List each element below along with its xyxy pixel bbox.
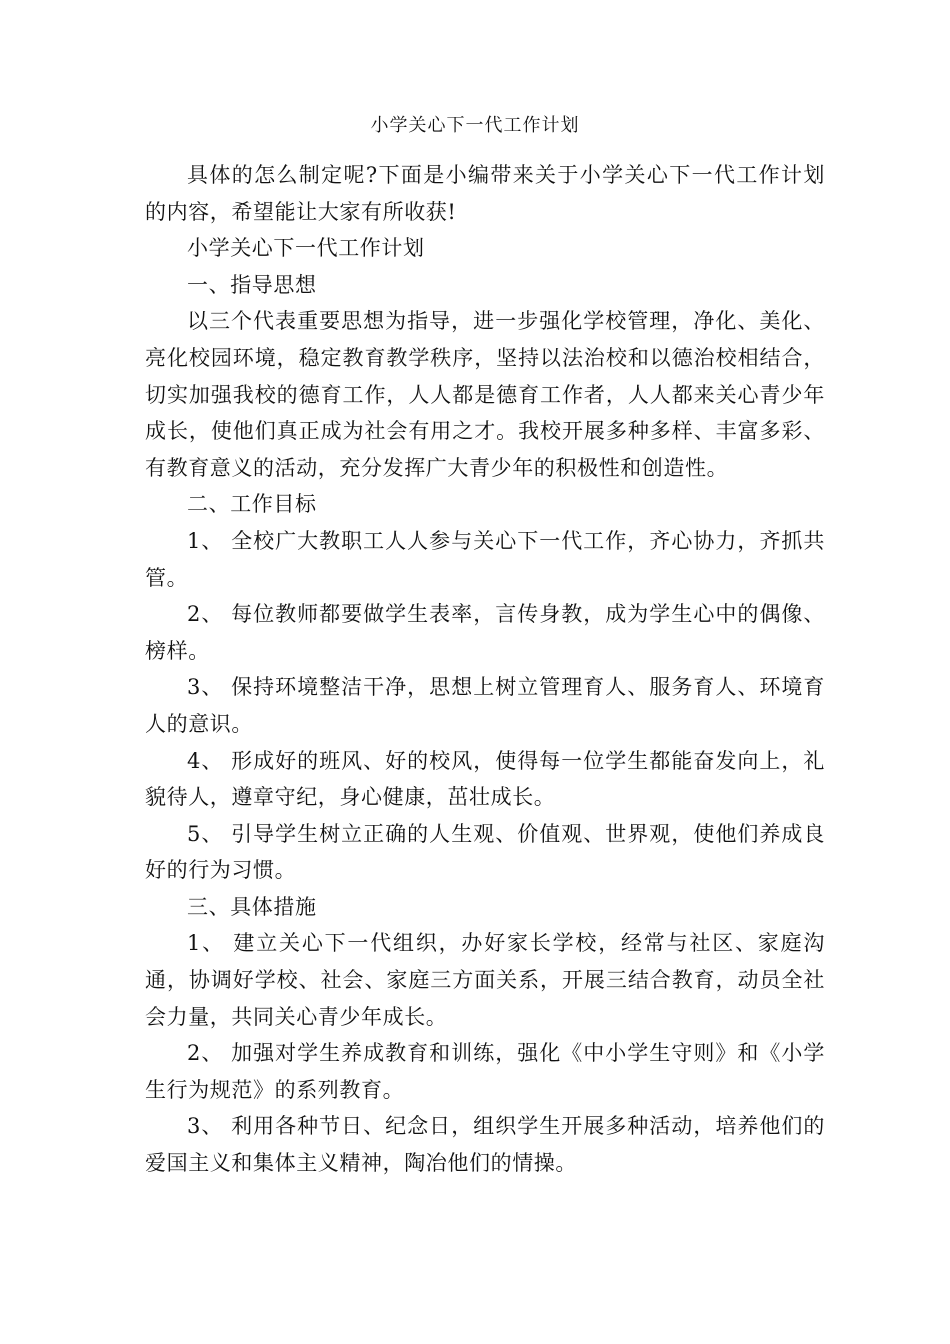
section-heading-work-goals: 二、工作目标 [187,492,317,517]
section-heading-guiding-ideology: 一、指导思想 [187,272,317,297]
work-goal-item: 1、 全校广大教职工人人参与关心下一代工作，齐心协力，齐抓共管。 [145,528,825,590]
work-goal-item: 3、 保持环境整洁干净，思想上树立管理育人、服务育人、环境育人的意识。 [145,675,825,736]
work-goal-item: 4、 形成好的班风、好的校风，使得每一位学生都能奋发向上，礼貌待人，遵章守纪，身心健康，茁壮成长。 [145,748,825,810]
measure-item: 2、 加强对学生养成教育和训练，强化《中小学生守则》和《小学生行为规范》的系列教育。 [145,1041,825,1102]
document-body [145,157,825,1182]
plan-heading: 小学关心下一代工作计划 [187,236,425,261]
document-title: 小学关心下一代工作计划 [370,115,580,136]
guiding-ideology-paragraph: 以三个代表重要思想为指导，进一步强化学校管理，净化、美化、亮化校园环境，稳定教育教学秩序，坚持以法治校和以德治校相结合，切实加强我校的德育工作，人人都是德育工作者，人人都来关心青少年成长，使他们真正成为社会有用之才。我校开展多种多样、丰富多彩、有教育意义的活动，充分发挥广大青少年的积极性和创造性。 [145,309,825,480]
work-goal-item: 5、 引导学生树立正确的人生观、价值观、世界观，使他们养成良好的行为习惯。 [145,821,825,883]
intro-paragraph: 具体的怎么制定呢?下面是小编带来关于小学关心下一代工作计划的内容，希望能让大家有所收获! [145,163,825,224]
measure-item: 3、 利用各种节日、纪念日，组织学生开展多种活动，培养他们的爱国主义和集体主义精神，陶冶他们的情操。 [145,1114,825,1176]
measure-item: 1、 建立关心下一代组织，办好家长学校，经常与社区、家庭沟通，协调好学校、社会、家庭三方面关系，开展三结合教育，动员全社会力量，共同关心青少年成长。 [145,931,825,1029]
work-goal-item: 2、 每位教师都要做学生表率，言传身教，成为学生心中的偶像、榜样。 [145,602,825,663]
section-heading-specific-measures: 三、具体措施 [187,894,317,919]
